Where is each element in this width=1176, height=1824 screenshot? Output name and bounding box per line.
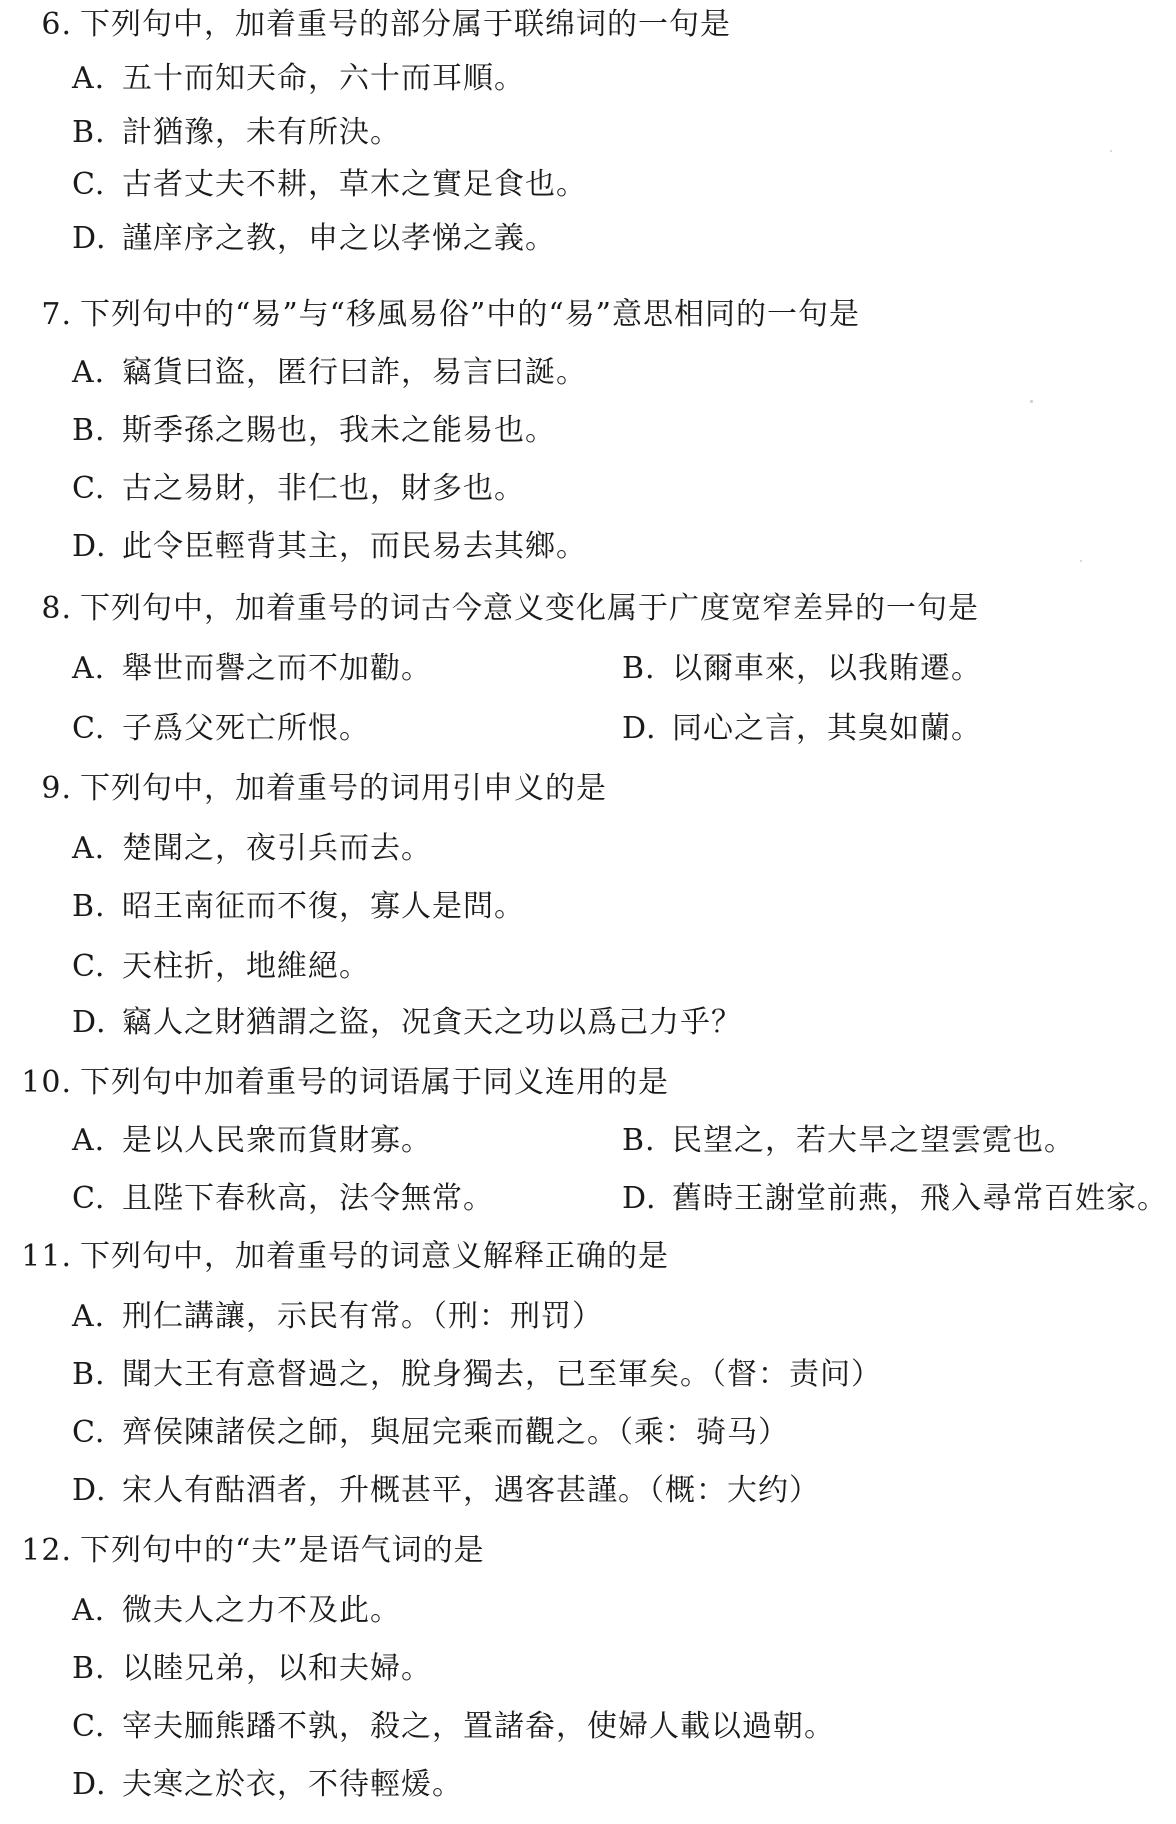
question-9-option-c: C. 天柱折，地維絕。	[72, 949, 370, 984]
question-7-option-d: D. 此令臣輕背其主，而民易去其鄉。	[72, 529, 587, 564]
question-8-option-d: D. 同心之言，其臭如蘭。	[622, 711, 982, 746]
question-10-option-d: D. 舊時王謝堂前燕，飛入尋常百姓家。	[622, 1181, 1168, 1216]
question-6-option-c: C. 古者丈夫不耕，草木之實足食也。	[72, 167, 587, 202]
scan-speck	[1110, 150, 1112, 152]
question-7-option-b: B. 斯季孫之賜也，我未之能易也。	[72, 413, 556, 448]
question-8-stem: 8. 下列句中，加着重号的词古今意义变化属于广度宽窄差异的一句是	[41, 591, 979, 626]
question-12-option-a: A. 微夫人之力不及此。	[72, 1593, 401, 1628]
question-7-option-c: C. 古之易財，非仁也，財多也。	[72, 471, 525, 506]
question-6-stem: 6. 下列句中，加着重号的部分属于联绵词的一句是	[41, 7, 731, 42]
scan-speck	[1080, 560, 1082, 562]
question-10-option-a: A. 是以人民衆而貨財寡。	[72, 1123, 432, 1158]
question-10-stem: 10. 下列句中加着重号的词语属于同义连用的是	[21, 1065, 669, 1100]
question-8-option-a: A. 舉世而譽之而不加勸。	[72, 651, 432, 686]
question-9-option-b: B. 昭王南征而不復，寡人是問。	[72, 889, 525, 924]
question-11-option-b: B. 聞大王有意督過之，脫身獨去，已至軍矣。（督：责问）	[72, 1357, 882, 1392]
question-10-option-c: C. 且陛下春秋高，法令無常。	[72, 1181, 494, 1216]
question-8-option-b: B. 以爾車來，以我賄遷。	[622, 651, 982, 686]
question-12-stem: 12. 下列句中的“夫”是语气词的是	[21, 1533, 485, 1568]
question-11-option-c: C. 齊侯陳諸侯之師，與屈完乘而觀之。（乘：骑马）	[72, 1415, 789, 1450]
question-9-stem: 9. 下列句中，加着重号的词用引申义的是	[41, 771, 607, 806]
question-12-option-d: D. 夫寒之於衣，不待輕煖。	[72, 1767, 463, 1802]
question-11-stem: 11. 下列句中，加着重号的词意义解释正确的是	[21, 1239, 669, 1274]
question-9-option-a: A. 楚聞之，夜引兵而去。	[72, 831, 432, 866]
question-12-option-c: C. 宰夫胹熊蹯不孰，殺之，置諸畚，使婦人載以過朝。	[72, 1709, 835, 1744]
question-7-option-a: A. 竊貨曰盜，匿行曰詐，易言曰誕。	[72, 355, 587, 390]
question-6-option-a: A. 五十而知天命，六十而耳順。	[72, 61, 525, 96]
question-10-option-b: B. 民望之，若大旱之望雲霓也。	[622, 1123, 1075, 1158]
question-6-option-b: B. 計猶豫，未有所決。	[72, 115, 401, 150]
question-9-option-d: D. 竊人之財猶謂之盜，况貪天之功以爲己力乎？	[72, 1005, 742, 1040]
question-8-option-c: C. 子爲父死亡所恨。	[72, 711, 370, 746]
question-7-stem: 7. 下列句中的“易”与“移風易俗”中的“易”意思相同的一句是	[41, 297, 861, 332]
question-6-option-d: D. 謹庠序之教，申之以孝悌之義。	[72, 221, 556, 256]
scan-speck	[1030, 400, 1033, 403]
question-11-option-d: D. 宋人有酤酒者，升概甚平，遇客甚謹。（概：大约）	[72, 1473, 820, 1508]
question-12-option-b: B. 以睦兄弟，以和夫婦。	[72, 1651, 432, 1686]
question-11-option-a: A. 刑仁講讓，示民有常。（刑：刑罚）	[72, 1299, 603, 1334]
